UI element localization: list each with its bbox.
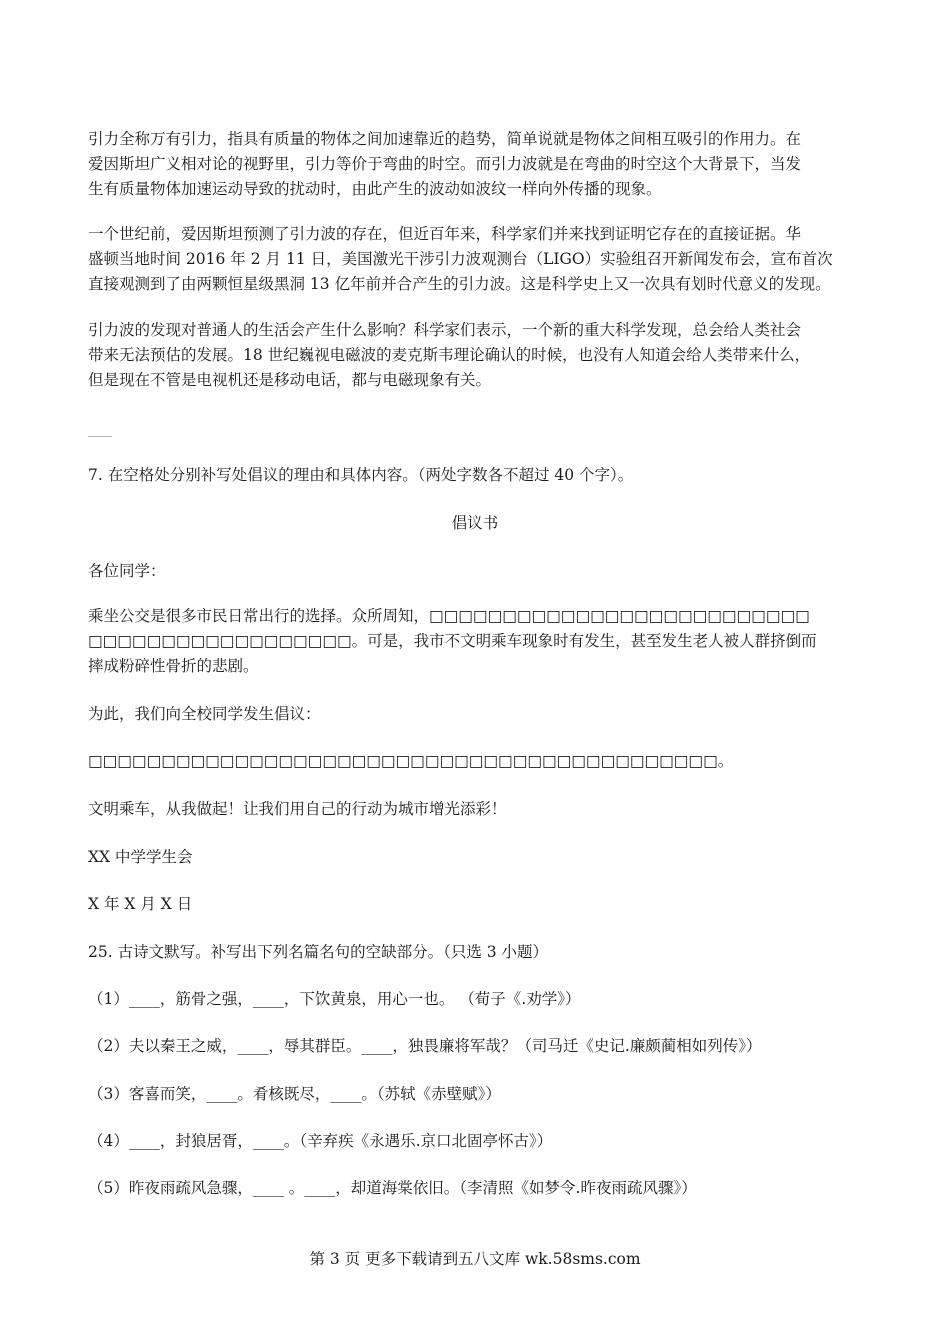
text-line: 直接观测到了由两颗恒星级黑洞 13 亿年前并合产生的引力波。这是科学史上又一次具有划时代意义的发现。	[88, 275, 831, 293]
poem-item-4: （4）____，封狼居胥，____。（辛弃疾《永遇乐.京口北固亭怀古》）	[88, 1132, 553, 1150]
text-line: 但是现在不管是电视机还是移动电话，都与电磁现象有关。	[88, 371, 492, 389]
text-line: 生有质量物体加速运动导致的扰动时，由此产生的波动如波纹一样向外传播的现象。	[88, 180, 662, 198]
text-line: 引力波的发现对普通人的生活会产生什么影响？科学家们表示，一个新的重大科学发现，总会给人类社会	[88, 321, 802, 339]
page-footer: 第 3 页 更多下载请到五八文库 wk.58sms.com	[309, 1250, 641, 1268]
letter-date: X 年 X 月 X 日	[88, 895, 193, 913]
text-line: □□□□□□□□□□□□□□□□□□。可是，我市不文明乘车现象时有发生，甚至发生老人被人群挤倒而	[88, 632, 817, 650]
passage-paragraph-1	[88, 127, 878, 202]
poem-item-3: （3）客喜而笑，____。肴核既尽，____。（苏轼《赤壁赋》）	[88, 1085, 501, 1103]
letter-title: 倡议书	[451, 514, 499, 532]
letter-body-reason	[88, 604, 878, 679]
text-line: 一个世纪前，爱因斯坦预测了引力波的存在，但近百年来，科学家们并来找到证明它存在的直接证据。华	[88, 225, 802, 243]
letter-blank-line: □□□□□□□□□□□□□□□□□□□□□□□□□□□□□□□□□□□□□□□□□□□。	[88, 752, 734, 770]
text-line: 盛顿当地时间 2016 年 2 月 11 日，美国激光干涉引力波观测台（LIGO）实验组召开新闻发布会，宣布首次	[88, 250, 833, 268]
text-line: 引力全称万有引力，指具有质量的物体之间加速靠近的趋势，简单说就是物体之间相互吸引的作用力。在	[88, 130, 802, 148]
passage-paragraph-3	[88, 318, 878, 393]
poem-item-2: （2）夫以秦王之威，____，辱其群臣。____，独畏廉将军哉？（司马迁《史记.廉颇蔺相如列传》）	[88, 1037, 762, 1055]
letter-body-proposal-intro: 为此，我们向全校同学发生倡议：	[88, 705, 321, 723]
separator-line: ____	[88, 423, 112, 437]
question-7-prompt: 7. 在空格处分别补写处倡议的理由和具体内容。（两处字数各不超过 40 个字）。	[88, 466, 634, 484]
text-line: 爱因斯坦广义相对论的视野里，引力等价于弯曲的时空。而引力波就是在弯曲的时空这个大背景下，当发	[88, 155, 802, 173]
poem-item-5: （5）昨夜雨疏风急骤，____ 。____，却道海棠依旧。（李清照《如梦令.昨夜雨疏风骤》）	[88, 1179, 697, 1197]
text-line: 乘坐公交是很多市民日常出行的选择。众所周知，□□□□□□□□□□□□□□□□□□□□□□□□□□	[88, 607, 810, 625]
letter-signature: XX 中学学生会	[88, 848, 193, 866]
text-line: 摔成粉碎性骨折的悲剧。	[88, 657, 259, 675]
question-25-prompt: 25. 古诗文默写。补写出下列名篇名句的空缺部分。（只选 3 小题）	[88, 943, 549, 961]
letter-salutation: 各位同学：	[88, 562, 166, 580]
passage-paragraph-2	[88, 222, 878, 297]
letter-slogan: 文明乘车，从我做起！让我们用自己的行动为城市增光添彩！	[88, 800, 507, 818]
poem-item-1: （1）____，筋骨之强，____，下饮黄泉，用心一也。 （荀子《.劝学》）	[88, 990, 581, 1008]
text-line: 带来无法预估的发展。18 世纪巍视电磁波的麦克斯韦理论确认的时候，也没有人知道会给人类带来什么，	[88, 346, 811, 364]
